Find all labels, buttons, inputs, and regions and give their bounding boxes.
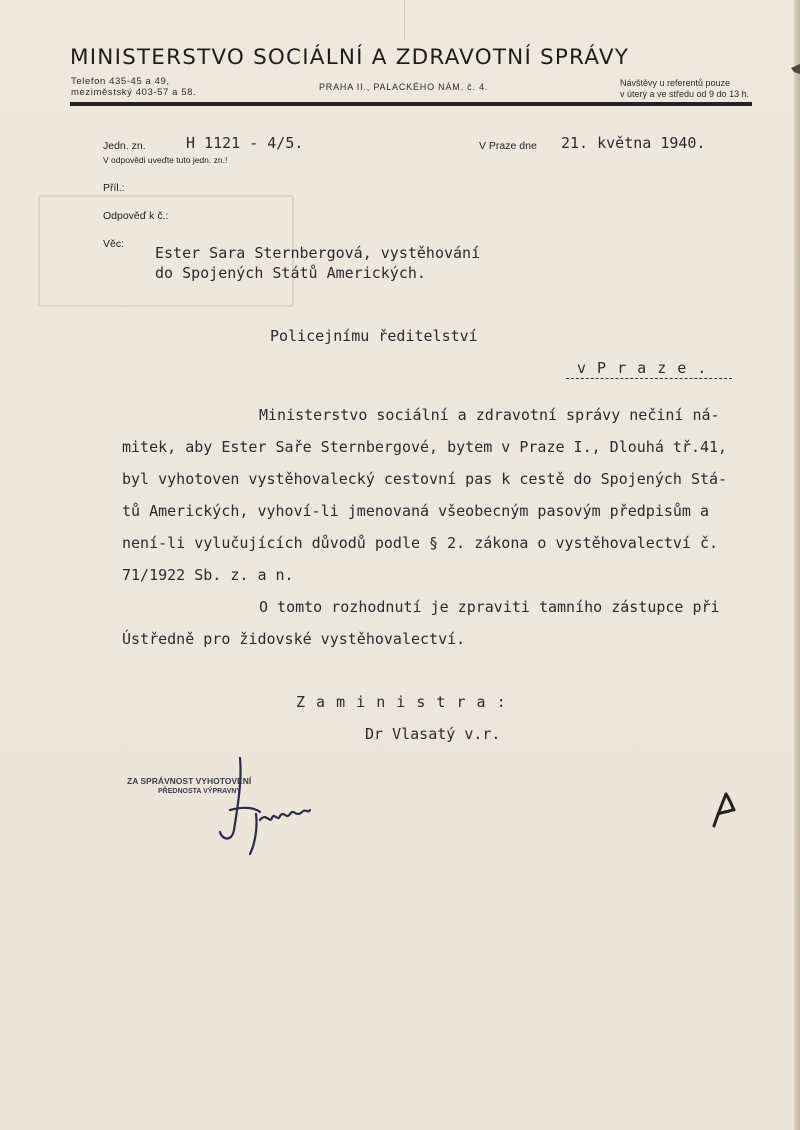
signoff-name: Dr Vlasatý v.r.	[365, 725, 501, 743]
odpoved-label: Odpověď k č.:	[103, 210, 169, 222]
letterhead-phone-line2: meziměstský 403-57 a 58.	[71, 87, 197, 98]
recipient-name: Policejnímu ředitelství	[270, 327, 478, 345]
jedn-label: Jedn. zn.	[103, 140, 146, 152]
body-line-1: Ministerstvo sociální a zdravotní správy nečiní ná-	[259, 406, 720, 424]
subject-line-1: Ester Sara Sternbergová, vystěhování	[155, 244, 481, 262]
recipient-underline	[566, 378, 732, 379]
subject-line-2: do Spojených Států Amerických.	[155, 264, 426, 282]
handwritten-signature	[210, 750, 320, 860]
date-value: 21. května 1940.	[561, 134, 706, 152]
letterhead-address: PRAHA II., PALACKÉHO NÁM. č. 4.	[319, 82, 489, 92]
letterhead-phone-line1: Telefon 435-45 a 49,	[71, 76, 170, 87]
paper-edge	[794, 0, 800, 1130]
body-paragraph-2-line-1: O tomto rozhodnutí je zpraviti tamního zástupce při	[259, 598, 720, 616]
signoff-for-minister: Z a m i n i s t r a :	[296, 693, 507, 711]
paper-crease	[404, 0, 405, 40]
letterhead-visits-line1: Návštěvy u referentů pouze	[620, 78, 731, 88]
letterhead-visits	[620, 78, 749, 100]
body-line-2: mitek, aby Ester Saře Sternbergové, bytem v Praze I., Dlouhá tř.41,	[122, 438, 728, 456]
letterhead-rule	[70, 102, 752, 106]
body-paragraph-2-line-2: Ústředně pro židovské vystěhovalectví.	[122, 630, 466, 648]
date-label: V Praze dne	[479, 140, 537, 152]
recipient-place: v P r a z e .	[577, 359, 708, 377]
pril-label: Příl.:	[103, 182, 125, 194]
body-line-5: není-li vylučujících důvodů podle § 2. zákona o vystěhovalectví č.	[122, 534, 719, 552]
jedn-value: H 1121 - 4/5.	[186, 134, 304, 152]
letterhead-visits-line2: v úterý a ve středu od 9 do 13 h.	[620, 89, 750, 99]
letterhead-title: MINISTERSTVO SOCIÁLNÍ A ZDRAVOTNÍ SPRÁVY	[70, 45, 630, 70]
letterhead-phone	[71, 76, 196, 98]
vec-label: Věc:	[103, 238, 125, 250]
jedn-note: V odpovědi uveďte tuto jedn. zn.!	[103, 155, 228, 165]
body-line-3: byl vyhotoven vystěhovalecký cestovní pas k cestě do Spojených Stá-	[122, 470, 728, 488]
body-line-6: 71/1922 Sb. z. a n.	[122, 566, 294, 584]
stamp-line-1: ZA SPRÁVNOST VYHOTOVENÍ	[127, 776, 252, 786]
paper-notch	[785, 60, 800, 80]
body-line-4: tů Amerických, vyhoví-li jmenovaná všeobecným pasovým předpisům a	[122, 502, 709, 520]
stamp-line-2: PŘEDNOSTA VÝPRAVNY	[158, 788, 242, 795]
handwritten-mark	[712, 792, 738, 828]
